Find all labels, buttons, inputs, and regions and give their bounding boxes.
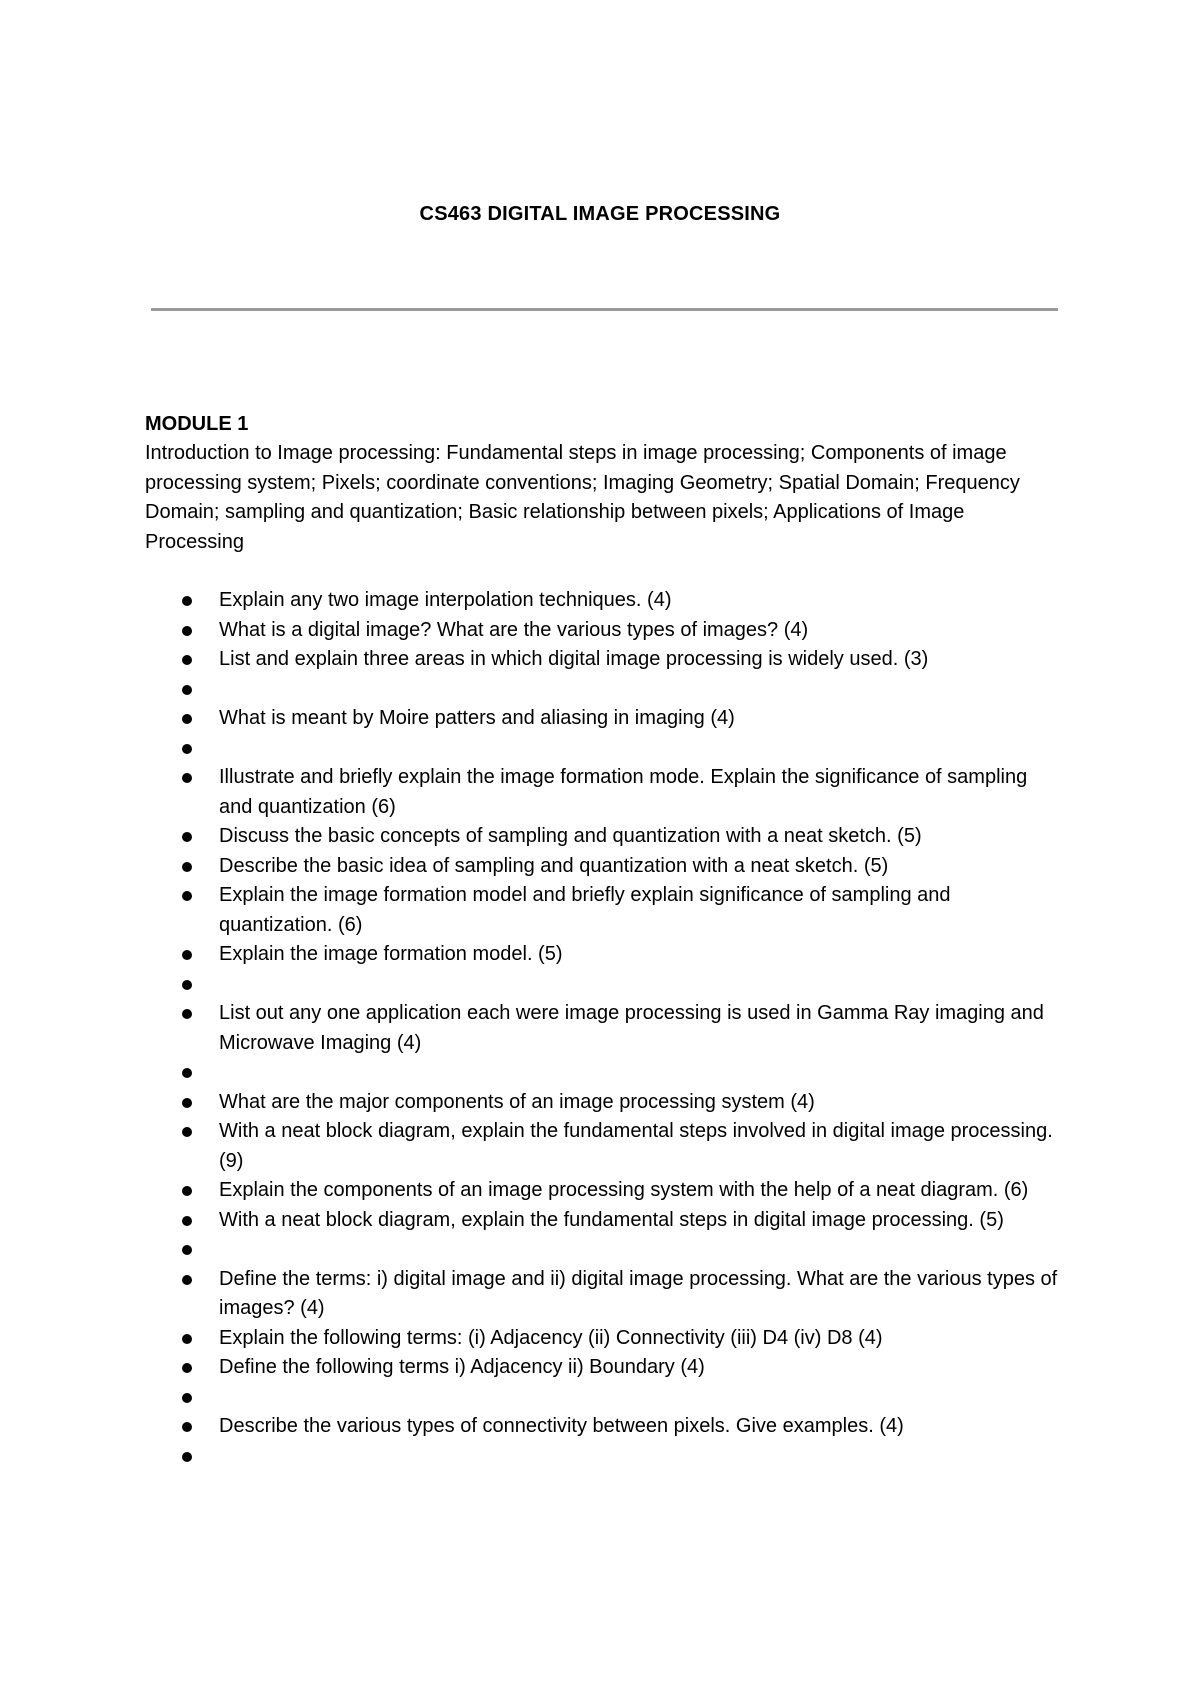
list-item	[145, 1324, 1065, 1354]
bullet-icon	[182, 596, 192, 606]
bullet-icon	[182, 1275, 192, 1285]
list-item	[145, 1235, 1065, 1265]
question-text: Define the following terms i) Adjacency ii) Boundary (4)	[219, 1356, 705, 1378]
question-text: With a neat block diagram, explain the fundamental steps involved in digital image processing. (9)	[219, 1120, 1053, 1172]
bullet-icon	[182, 773, 192, 783]
bullet-icon	[182, 714, 192, 724]
question-text: Explain the following terms: (i) Adjacency (ii) Connectivity (iii) D4 (iv) D8 (4)	[219, 1326, 883, 1349]
bullet-icon	[182, 980, 192, 990]
bullet-icon	[182, 1422, 192, 1432]
list-item	[145, 1206, 1065, 1236]
bullet-icon	[182, 1245, 192, 1255]
list-item	[145, 1088, 1065, 1118]
question-text: Illustrate and briefly explain the image formation mode. Explain the significance of sampling and quantization (6)	[219, 766, 1028, 818]
question-text: Explain the components of an image processing system with the help of a neat diagram. (6)	[219, 1179, 1029, 1201]
question-text: Describe the various types of connectivity between pixels. Give examples. (4)	[219, 1415, 904, 1437]
list-item	[145, 970, 1065, 1000]
horizontal-divider	[151, 308, 1058, 311]
list-item	[145, 1383, 1065, 1413]
list-item	[145, 1058, 1065, 1088]
list-item	[145, 1176, 1065, 1206]
module-section	[145, 410, 1065, 1471]
list-item	[145, 763, 1065, 822]
list-item	[145, 645, 1065, 675]
question-text: What is meant by Moire patters and aliasing in imaging (4)	[219, 707, 735, 729]
list-item	[145, 940, 1065, 970]
question-text: Explain any two image interpolation techniques. (4)	[219, 589, 672, 611]
list-item	[145, 822, 1065, 852]
question-text: What are the major components of an image processing system (4)	[219, 1090, 815, 1113]
bullet-icon	[182, 1363, 192, 1373]
question-list	[145, 586, 1065, 1471]
bullet-icon	[182, 891, 192, 901]
question-text: List out any one application each were image processing is used in Gamma Ray imaging and Microwave Imaging (4)	[219, 1002, 1044, 1054]
question-text: Define the terms: i) digital image and ii) digital image processing. What are the various types of images? (4)	[219, 1267, 1058, 1319]
module-syllabus: Introduction to Image processing: Fundamental steps in image processing; Components of image processing system; Pixels; coordinate conventions; Imaging Geometry; Spatial Domain; Frequency Domain; sampling and quantization; Basic relationship between pixels; Applications of Image Processing	[145, 442, 1020, 553]
question-text: Discuss the basic concepts of sampling and quantization with a neat sketch. (5)	[219, 825, 922, 847]
list-item	[145, 616, 1065, 646]
list-item	[145, 881, 1065, 940]
question-text: Explain the image formation model and briefly explain significance of sampling and quantization. (6)	[219, 884, 951, 936]
bullet-icon	[182, 655, 192, 665]
list-item	[145, 586, 1065, 616]
bullet-icon	[182, 832, 192, 842]
bullet-icon	[182, 744, 192, 754]
list-item	[145, 1265, 1065, 1324]
bullet-icon	[182, 1452, 192, 1462]
bullet-icon	[182, 685, 192, 695]
list-item	[145, 1442, 1065, 1472]
question-text: Explain the image formation model. (5)	[219, 943, 563, 965]
document-title: CS463 DIGITAL IMAGE PROCESSING	[419, 203, 781, 225]
list-item	[145, 734, 1065, 764]
list-item	[145, 1117, 1065, 1176]
bullet-icon	[182, 626, 192, 636]
bullet-icon	[182, 950, 192, 960]
list-item	[145, 704, 1065, 734]
bullet-icon	[182, 1098, 192, 1108]
bullet-icon	[182, 1127, 192, 1137]
bullet-icon	[182, 862, 192, 872]
list-item	[145, 675, 1065, 705]
bullet-icon	[182, 1216, 192, 1226]
question-text: List and explain three areas in which digital image processing is widely used. (3)	[219, 648, 929, 670]
question-text: With a neat block diagram, explain the fundamental steps in digital image processing. (5)	[219, 1208, 1004, 1231]
bullet-icon	[182, 1186, 192, 1196]
bullet-icon	[182, 1334, 192, 1344]
bullet-icon	[182, 1393, 192, 1403]
list-item	[145, 1412, 1065, 1442]
bullet-icon	[182, 1068, 192, 1078]
question-text: Describe the basic idea of sampling and quantization with a neat sketch. (5)	[219, 854, 889, 877]
list-item	[145, 1353, 1065, 1383]
list-item	[145, 999, 1065, 1058]
module-heading: MODULE 1	[145, 413, 249, 435]
list-item	[145, 852, 1065, 882]
bullet-icon	[182, 1009, 192, 1019]
question-text: What is a digital image? What are the various types of images? (4)	[219, 618, 809, 641]
